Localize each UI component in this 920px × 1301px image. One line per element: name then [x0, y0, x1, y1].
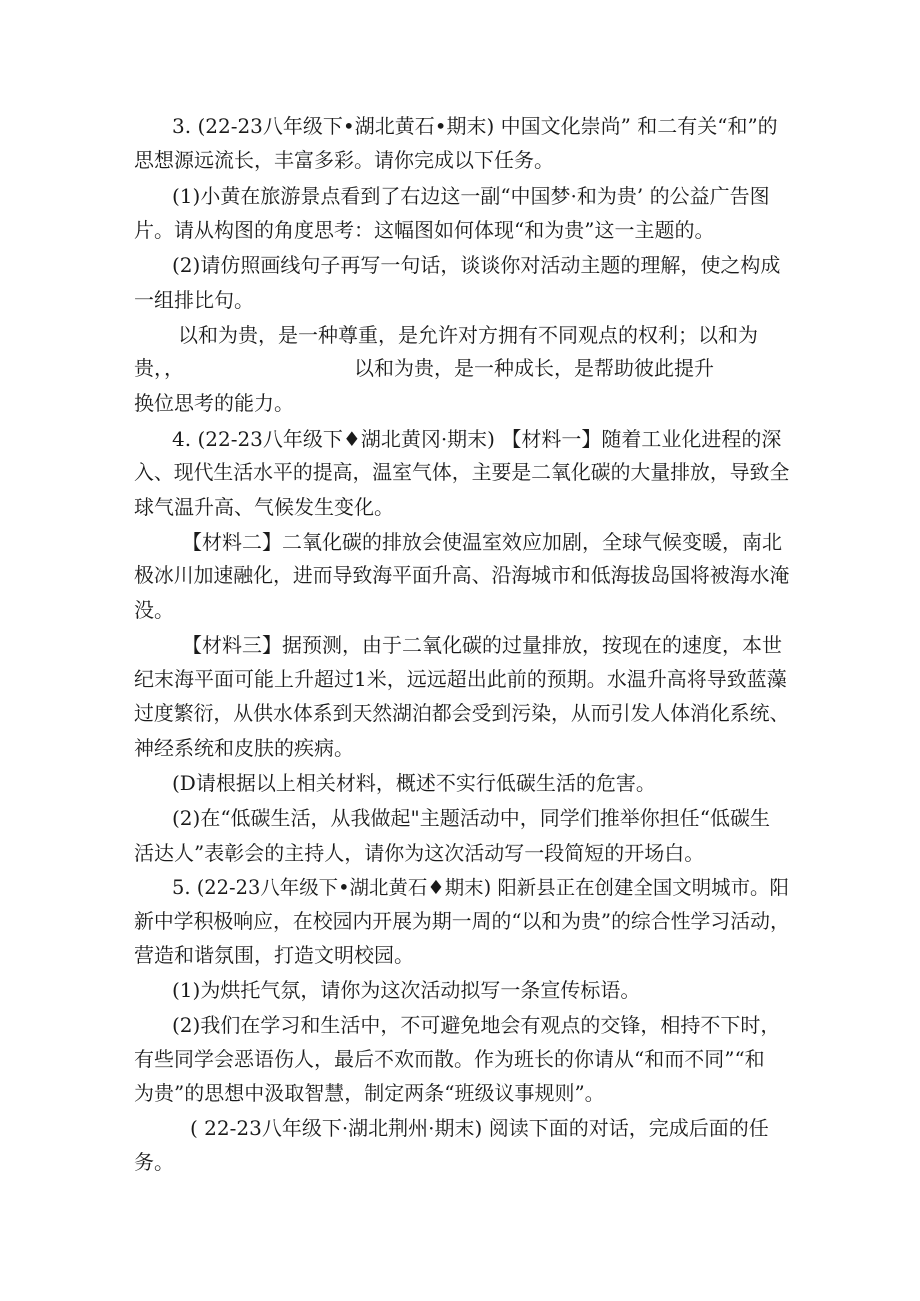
q5-heading-line-3: 营造和谐氛围，打造文明校园。	[134, 943, 414, 967]
q5-heading-line-2: 新中学积极响应，在校园内开展为期一周的“以和为贵”的综合性学习活动，	[134, 910, 790, 933]
q4-task2-line-1: (2)在“低碳生活，从我做起"主题活动中，同学们推举你担任“低碳生	[172, 806, 770, 830]
q4-task2-line-2: 活达人”表彰会的主持人，请你为这次活动写一段简短的开场白。	[134, 841, 705, 865]
q3-heading-line-2: 思想源远流长，丰富多彩。请你完成以下任务。	[134, 148, 554, 172]
q3-task1-line-1: (1)小黄在旅游景点看到了右边这一副“中国梦·和为贵’ 的公益广告图	[172, 184, 770, 208]
q3-example-line-3: 换位思考的能力。	[134, 391, 294, 415]
q4-heading-line-1: 4. (22-23八年级下♦湖北黄冈·期末) 【材料一】随着工业化进程的深	[172, 427, 782, 451]
q4-heading-line-3: 球气温升高、气候发生变化。	[134, 495, 394, 519]
q4-material3-line-4: 神经系统和皮肤的疾病。	[134, 736, 354, 760]
q3-example-end: 以和为贵，是一种成长，是帮助彼此提升	[354, 356, 714, 380]
q3-example-start: 贵，，	[134, 356, 184, 380]
q4-material2-line-2: 极冰川加速融化，进而导致海平面升高、沿海城市和低海拔岛国将被海水淹	[134, 564, 790, 587]
q3-heading-line-1: 3. (22-23八年级下•湖北黄石•期末) 中国文化崇尚” 和二有关“和”的	[172, 114, 778, 138]
q5-task2-line-3: 为贵”的思想中汲取智慧，制定两条“班级议事规则”。	[134, 1081, 605, 1105]
q5-task1-line: (1)为烘托气氛，请你为这次活动拟写一条宣传标语。	[172, 978, 641, 1002]
q6-heading-line-2: 务。	[134, 1150, 174, 1174]
q3-example-line-2	[134, 354, 714, 382]
q4-material2-line-1: 【材料二】二氧化碳的排放会使温室效应加剧，全球气候变暖，南北	[182, 530, 782, 554]
q6-heading-line-1: ( 22-23八年级下·湖北荆州·期末) 阅读下面的对话，完成后面的任	[190, 1116, 769, 1140]
q4-material2-line-3: 没。	[134, 598, 174, 622]
q5-task2-line-2: 有些同学会恶语伤人，最后不欢而散。作为班长的你请从“和而不同”“和	[134, 1047, 765, 1071]
q4-material3-line-2: 纪末海平面可能上升超过1米，远远超出此前的预期。水温升高将导致蓝藻	[134, 667, 787, 691]
q4-material3-line-3: 过度繁衍，从供水体系到天然湖泊都会受到污染，从而引发人体消化系统、	[134, 702, 790, 725]
q3-example-line-1: 以和为贵，是一种尊重，是允许对方拥有不同观点的权利；以和为	[178, 323, 758, 347]
q3-task1-line-2: 片。请从构图的角度思考：这幅图如何体现“和为贵”这一主题的。	[134, 218, 715, 242]
q5-heading-line-1: 5. (22-23八年级下•湖北黄石♦期末) 阳新县正在创建全国文明城市。阳	[172, 876, 789, 899]
q4-material3-line-1: 【材料三】据预测，由于二氧化碳的过量排放，按现在的速度，本世	[182, 633, 782, 657]
q5-task2-line-1: (2)我们在学习和生活中，不可避免地会有观点的交锋，相持不下时，	[172, 1013, 781, 1037]
q4-heading-line-2: 入、现代生活水平的提高，温室气体，主要是二氧化碳的大量排放，导致全	[134, 461, 790, 484]
q3-task2-line-1: (2)请仿照画线句子再写一句话，谈谈你对活动主题的理解，使之构成	[172, 253, 781, 277]
q4-task1-line: (D请根据以上相关材料，概述不实行低碳生活的危害。	[172, 771, 656, 795]
q3-task2-line-2: 一组排比句。	[134, 288, 254, 312]
